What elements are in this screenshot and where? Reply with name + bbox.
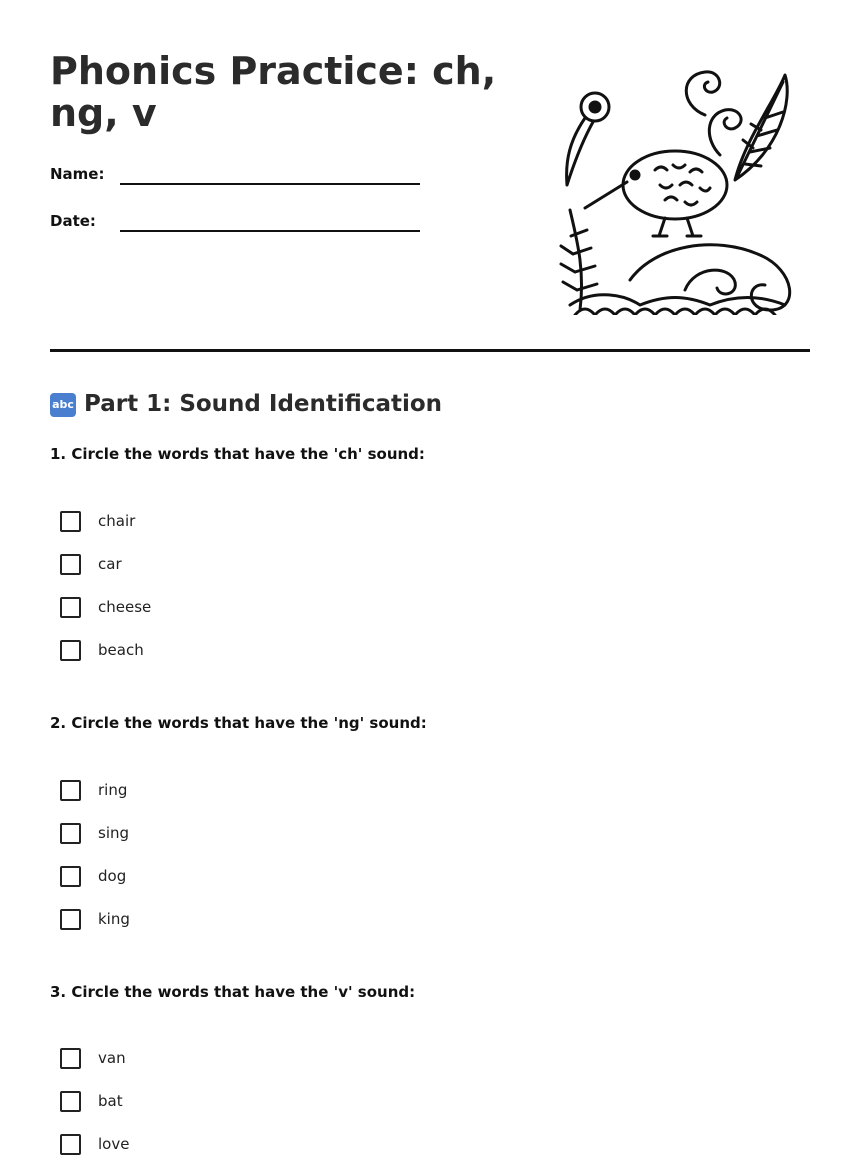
question-3: 3. Circle the words that have the 'v' sound: [50,983,416,1001]
checkbox[interactable] [60,1134,81,1155]
option-label: chair [98,512,136,530]
wave-swirl [685,270,735,294]
option-label: king [98,910,130,928]
kiwi-eye [631,171,639,179]
koru-spiral [686,72,719,115]
option-label: cheese [98,598,152,616]
worksheet-header [50,50,810,350]
option-label: ring [98,781,128,799]
option-van[interactable] [60,1048,360,1074]
checkbox[interactable] [60,866,81,887]
section-divider [50,349,810,352]
checkbox[interactable] [60,823,81,844]
fern-vein [738,82,783,175]
option-label: car [98,555,122,573]
wave-scallops [575,309,775,315]
section-heading [50,388,442,420]
kiwi-body [623,151,727,219]
option-label: bat [98,1092,123,1110]
checkbox[interactable] [60,1048,81,1069]
checkbox[interactable] [60,640,81,661]
checkbox[interactable] [60,554,81,575]
name-label: Name: [50,165,105,183]
name-field [50,165,420,185]
checkbox[interactable] [60,511,81,532]
option-king[interactable] [60,909,360,935]
question-2: 2. Circle the words that have the 'ng' sound: [50,714,427,732]
koru-spiral [709,110,741,155]
checkbox[interactable] [60,1091,81,1112]
option-label: love [98,1135,130,1153]
option-ring[interactable] [60,780,360,806]
feather-pattern [655,165,710,205]
date-label: Date: [50,212,96,230]
checkbox[interactable] [60,597,81,618]
option-label: van [98,1049,126,1067]
page-title: Phonics Practice: ch, ng, v [50,49,497,135]
abc-input-icon: abc [50,393,76,417]
option-bat[interactable] [60,1091,360,1117]
option-label: dog [98,867,127,885]
option-chair[interactable] [60,511,360,537]
date-field [50,212,420,232]
option-label: beach [98,641,144,659]
bird-neck [567,118,593,185]
fern-left [570,210,582,310]
option-label: sing [98,824,130,842]
option-love[interactable] [60,1134,360,1160]
kiwi-beak [585,182,627,208]
option-car[interactable] [60,554,360,580]
option-cheese[interactable] [60,597,360,623]
date-input-line[interactable] [120,230,420,232]
name-input-line[interactable] [120,183,420,185]
section-heading-text: Part 1: Sound Identification [84,391,443,417]
kiwi-legs [653,218,701,236]
checkbox[interactable] [60,909,81,930]
option-sing[interactable] [60,823,360,849]
kiwi-bird-illustration [555,60,805,315]
bird-head-eye [590,102,600,112]
option-beach[interactable] [60,640,360,666]
checkbox[interactable] [60,780,81,801]
option-dog[interactable] [60,866,360,892]
question-1: 1. Circle the words that have the 'ch' sound: [50,445,425,463]
